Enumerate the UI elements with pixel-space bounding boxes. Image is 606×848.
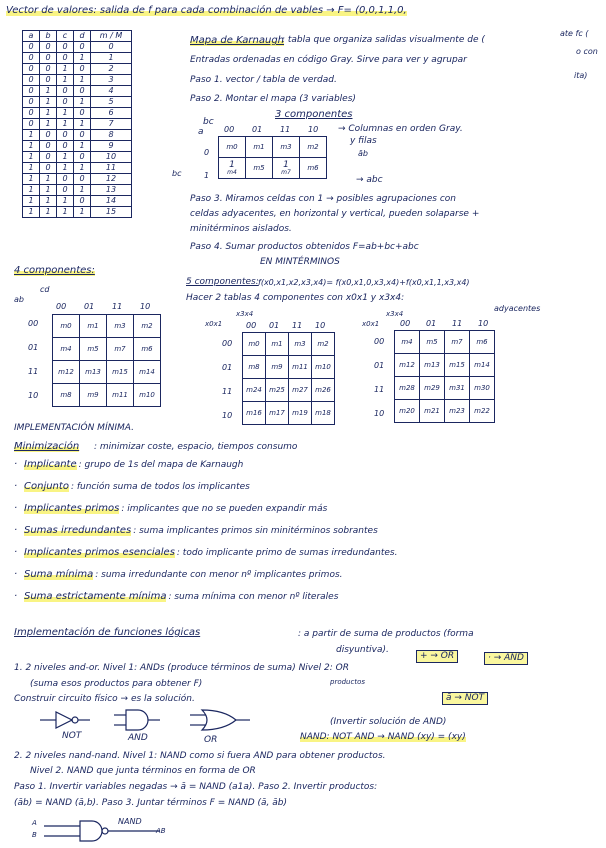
k4-cell: m1 [80, 315, 107, 338]
nivel1-line1: 1. 2 niveles and-or. Nivel 1: ANDs (produce términos de suma) Nivel 2: OR [14, 663, 349, 673]
logic-heading: Implementación de funciones lógicas [14, 627, 201, 638]
k5-right-cell: m13 [420, 354, 445, 377]
truth-header-cell: m / M [91, 31, 132, 42]
k4-row [53, 338, 161, 361]
k4-grid [52, 314, 161, 407]
truth-cell: 0 [23, 42, 40, 53]
truth-cell: 0 [40, 130, 57, 141]
k4-cell: m4 [53, 338, 80, 361]
kmap3-cell: m1 [246, 137, 273, 158]
nivel2-line2: Nivel 2. NAND que junta términos en forma de OR [30, 766, 256, 776]
k5-right-row [395, 400, 495, 423]
truth-cell: 0 [40, 42, 57, 53]
and-gate-icon [114, 710, 160, 730]
kmap3-cell [219, 158, 246, 179]
truth-cell: 1 [40, 97, 57, 108]
kmap3-one-mark: 1 [283, 159, 289, 170]
truth-cell: 0 [74, 196, 91, 207]
k5-right-row [395, 331, 495, 354]
kmap3-cell: m6 [300, 158, 327, 179]
k5-right-cell: m5 [420, 331, 445, 354]
logic-heading-rest: : a partir de suma de productos (forma [298, 629, 474, 639]
impl-term: Implicante [24, 459, 77, 470]
truth-cell: 8 [91, 130, 132, 141]
truth-cell: 0 [57, 53, 74, 64]
k4-cell: m3 [107, 315, 134, 338]
k4-row-header: 01 [28, 343, 39, 352]
k5-right-cell: m6 [470, 331, 495, 354]
truth-cell: 4 [91, 86, 132, 97]
truth-cell: 1 [57, 163, 74, 174]
truth-row [23, 53, 132, 64]
impl-term: Suma estrictamente mínima [24, 591, 167, 602]
k5-right-cell: m30 [470, 377, 495, 400]
bullet-icon: · [14, 481, 18, 492]
k4-col-header: 10 [140, 302, 151, 311]
truth-cell: 0 [40, 64, 57, 75]
k5-right-row [395, 354, 495, 377]
k4-cell: m15 [107, 361, 134, 384]
impl-term: Implicantes primos [24, 503, 120, 514]
kmap3-one-mark: 1 [229, 159, 235, 170]
k5-right-cell: m4 [395, 331, 420, 354]
truth-cell: 0 [23, 86, 40, 97]
k5-left-cell: m3 [289, 333, 312, 356]
truth-row [23, 174, 132, 185]
impl-text: : implicantes que no se pueden expandir más [121, 504, 328, 514]
not-box: ā → NOT [442, 692, 488, 705]
truth-cell: 1 [40, 185, 57, 196]
truth-row [23, 86, 132, 97]
k5-right-col-header: 11 [452, 319, 463, 328]
kmap3-row-1: 1 [204, 171, 210, 180]
kmap3-filas-note: y filas [350, 136, 377, 146]
k5-right-row [395, 377, 495, 400]
truth-cell: 1 [23, 196, 40, 207]
truth-cell: 1 [74, 185, 91, 196]
k4-row [53, 361, 161, 384]
truth-cell: 0 [74, 64, 91, 75]
k4-cell: m14 [134, 361, 161, 384]
k5-left-row-header: 01 [222, 363, 233, 372]
k5-left-x01: x0x1 [205, 320, 223, 328]
karnaugh-desc1: : tabla que organiza salidas visualmente de ( [282, 35, 485, 45]
k5-left-cell: m1 [266, 333, 289, 356]
impl-text: : todo implicante primo de sumas irredundantes. [176, 548, 398, 558]
truth-cell: 1 [23, 174, 40, 185]
k5-title: 5 componentes: [186, 277, 259, 287]
truth-row [23, 185, 132, 196]
k5-right-col-header: 10 [478, 319, 489, 328]
or-gate-icon [190, 710, 250, 730]
minimizacion-text: : minimizar coste, espacio, tiempos consumo [94, 442, 298, 452]
kmap3-bc-note: bc [172, 169, 182, 178]
k5-left-cell: m2 [312, 333, 335, 356]
k4-cell: m10 [134, 384, 161, 407]
truth-row [23, 152, 132, 163]
k5-left-x34: x3x4 [236, 310, 254, 318]
truth-cell: 0 [57, 130, 74, 141]
truth-cell: 1 [23, 130, 40, 141]
k5-right-cell: m22 [470, 400, 495, 423]
kmap3-row [219, 158, 327, 179]
componentes-3-label: 3 componentes [275, 109, 353, 120]
k5-left-cell: m26 [312, 379, 335, 402]
truth-row [23, 108, 132, 119]
truth-cell: 0 [91, 42, 132, 53]
impl-text: : suma implicantes primos sin minitérminos sobrantes [133, 526, 378, 536]
k5-left-col-header: 10 [315, 321, 326, 330]
k5-adyacentes: adyacentes [494, 304, 541, 313]
truth-row [23, 130, 132, 141]
k4-row [53, 384, 161, 407]
impl-text: : función suma de todos los implicantes [70, 482, 250, 492]
k4-cell: m5 [80, 338, 107, 361]
k5-left-col-header: 11 [292, 321, 303, 330]
truth-table [22, 30, 132, 218]
kmap3-col-header: 10 [308, 125, 319, 134]
truth-cell: 0 [40, 141, 57, 152]
k5-hacer: Hacer 2 tablas 4 componentes con x0x1 y x3x4: [186, 293, 405, 303]
kmap3-ab-note: āb [358, 149, 368, 158]
kmap3-cell: m2 [300, 137, 327, 158]
bullet-icon: · [14, 525, 18, 536]
impl-text: : suma irredundante con menor nº implicantes primos. [95, 570, 343, 580]
truth-row [23, 163, 132, 174]
truth-header-cell: b [40, 31, 57, 42]
truth-cell: 0 [57, 97, 74, 108]
truth-row [23, 97, 132, 108]
truth-cell: 1 [74, 163, 91, 174]
truth-cell: 1 [57, 196, 74, 207]
bullet-icon: · [14, 547, 18, 558]
k5-right-x34: x3x4 [386, 310, 404, 318]
truth-cell: 7 [91, 119, 132, 130]
k4-title: 4 componentes: [14, 265, 95, 276]
k4-col-header: 11 [112, 302, 123, 311]
bullet-icon: · [14, 591, 18, 602]
gate-not-label: NOT [62, 731, 82, 741]
truth-cell: 0 [74, 86, 91, 97]
kmap3-cell: m0 [219, 137, 246, 158]
or-box: + → OR [416, 650, 458, 663]
k5-left-cell: m0 [243, 333, 266, 356]
and-box: · → AND [484, 652, 528, 665]
truth-cell: 11 [91, 163, 132, 174]
k5-formula: f(x0,x1,x2,x3,x4)= f(x0,x1,0,x3,x4)+f(x0,x1,1,x3,x4) [258, 278, 470, 287]
k5-left-row [243, 333, 335, 356]
k4-row [53, 315, 161, 338]
truth-cell: 0 [23, 108, 40, 119]
truth-row [23, 196, 132, 207]
truth-cell: 1 [57, 207, 74, 218]
not-gate-icon [40, 712, 90, 728]
truth-cell: 1 [57, 119, 74, 130]
k5-right-cell: m14 [470, 354, 495, 377]
k4-cell: m9 [80, 384, 107, 407]
truth-cell: 2 [91, 64, 132, 75]
k4-col-header: 01 [84, 302, 95, 311]
gate-and-label: AND [128, 733, 148, 743]
k5-left-cell: m16 [243, 402, 266, 425]
truth-cell: 0 [74, 174, 91, 185]
truth-cell: 1 [57, 75, 74, 86]
kmap3-cell-label: m4 [227, 168, 237, 176]
logic-heading-rest2: disyuntiva). [336, 645, 389, 655]
truth-cell: 1 [40, 119, 57, 130]
truth-cell: 0 [23, 97, 40, 108]
truth-cell: 1 [74, 141, 91, 152]
k5-left-row [243, 356, 335, 379]
truth-cell: 0 [23, 75, 40, 86]
k4-row-header: 11 [28, 367, 39, 376]
truth-cell: 9 [91, 141, 132, 152]
impl-text: : suma mínima con menor nº literales [168, 592, 339, 602]
k5-left-row-header: 10 [222, 411, 233, 420]
k5-left-cell: m17 [266, 402, 289, 425]
k5-left-cell: m8 [243, 356, 266, 379]
karnaugh-desc2: Entradas ordenadas en código Gray. Sirve para ver y agrupar [190, 55, 467, 65]
kmap3-row-0: 0 [204, 148, 210, 157]
truth-cell: 10 [91, 152, 132, 163]
kmap3-abc-arrow: → abc [356, 175, 383, 185]
k5-right-cell: m29 [420, 377, 445, 400]
nand-output: AB [156, 827, 166, 835]
kmap3-grid [218, 136, 327, 179]
truth-cell: 1 [40, 174, 57, 185]
paso3-line2: celdas adyacentes, en horizontal y vertical, pueden solaparse + [190, 209, 480, 219]
truth-cell: 0 [40, 152, 57, 163]
k5-left-cell: m24 [243, 379, 266, 402]
k5-right-cell: m7 [445, 331, 470, 354]
k4-cd-label: cd [40, 285, 50, 294]
truth-row [23, 75, 132, 86]
k5-left-cell: m9 [266, 356, 289, 379]
truth-cell: 0 [40, 53, 57, 64]
nivel1-line2: (suma esos productos para obtener F) [30, 679, 203, 689]
k5-left-row-header: 00 [222, 339, 233, 348]
en-minterminos: EN MINTÉRMINOS [260, 257, 340, 267]
k5-right-row-header: 01 [374, 361, 385, 370]
paso3-line3: minitérminos aislados. [190, 224, 292, 234]
truth-cell: 1 [23, 185, 40, 196]
nand-label: NAND [118, 817, 142, 826]
k4-cell: m6 [134, 338, 161, 361]
nivel2-line4: (āb) = NAND (ā,b). Paso 3. Juntar términos F = NAND (ā, āb) [14, 798, 288, 808]
truth-cell: 1 [40, 86, 57, 97]
truth-row [23, 42, 132, 53]
k5-right-col-header: 00 [400, 319, 411, 328]
truth-cell: 14 [91, 196, 132, 207]
k4-row-header: 00 [28, 319, 39, 328]
margin-note-1: ate fc ( [560, 29, 589, 38]
k4-cell: m12 [53, 361, 80, 384]
invert-note-2: NAND: NOT AND → NAND (xy) = (xy) [300, 732, 466, 742]
k5-left-row [243, 402, 335, 425]
k4-cell: m2 [134, 315, 161, 338]
k5-left-cell: m27 [289, 379, 312, 402]
kmap3-cell-label: m7 [281, 168, 291, 176]
k4-col-header: 00 [56, 302, 67, 311]
kmap3-a-label: a [198, 127, 204, 137]
nand-input-b: B [32, 831, 37, 839]
impl-text: : grupo de 1s del mapa de Karnaugh [78, 460, 244, 470]
kmap3-row [219, 137, 327, 158]
truth-cell: 0 [23, 53, 40, 64]
truth-cell: 1 [40, 108, 57, 119]
truth-cell: 3 [91, 75, 132, 86]
paso2: Paso 2. Montar el mapa (3 variables) [190, 94, 356, 104]
truth-cell: 0 [23, 119, 40, 130]
kmap3-cell: m3 [273, 137, 300, 158]
nivel2-line1: 2. 2 niveles nand-nand. Nivel 1: NAND como si fuera AND para obtener productos. [14, 751, 386, 761]
truth-cell: 1 [40, 207, 57, 218]
truth-cell: 1 [57, 152, 74, 163]
k4-cell: m0 [53, 315, 80, 338]
k5-right-cell: m15 [445, 354, 470, 377]
k5-left-cell: m25 [266, 379, 289, 402]
karnaugh-title: Mapa de Karnaugh [190, 35, 285, 46]
truth-cell: 1 [91, 53, 132, 64]
nand-input-a: A [32, 819, 37, 827]
truth-cell: 1 [74, 97, 91, 108]
truth-cell: 6 [91, 108, 132, 119]
k5-left-row-header: 11 [222, 387, 233, 396]
truth-cell: 1 [74, 53, 91, 64]
truth-cell: 1 [23, 141, 40, 152]
k4-ab-label: ab [14, 295, 24, 304]
truth-cell: 1 [57, 64, 74, 75]
nivel1-line3: Construir circuito físico → es la solución. [14, 694, 195, 704]
k5-right-row-header: 00 [374, 337, 385, 346]
kmap3-cell [273, 158, 300, 179]
kmap3-cell: m5 [246, 158, 273, 179]
truth-header-cell: c [57, 31, 74, 42]
k5-left-cell: m18 [312, 402, 335, 425]
k5-left-cell: m11 [289, 356, 312, 379]
k5-right-row-header: 10 [374, 409, 385, 418]
kmap3-col-header: 01 [252, 125, 263, 134]
gate-or-label: OR [204, 735, 218, 745]
kmap3-col-header: 11 [280, 125, 291, 134]
minimizacion-label: Minimización [14, 441, 80, 452]
k5-right-cell: m20 [395, 400, 420, 423]
k5-left-col-header: 01 [269, 321, 280, 330]
truth-header-cell: d [74, 31, 91, 42]
kmap3-bc-label: bc [203, 117, 214, 127]
truth-row [23, 64, 132, 75]
k5-left-col-header: 00 [246, 321, 257, 330]
k5-right-row-header: 11 [374, 385, 385, 394]
impl-term: Sumas irredundantes [24, 525, 132, 536]
truth-cell: 13 [91, 185, 132, 196]
paso1: Paso 1. vector / tabla de verdad. [190, 75, 337, 85]
k5-left-cell: m10 [312, 356, 335, 379]
truth-row [23, 207, 132, 218]
truth-cell: 1 [74, 75, 91, 86]
truth-row [23, 141, 132, 152]
intro-line: Vector de valores: salida de f para cada combinación de vables → F= (0,0,1,1,0, [6, 5, 407, 16]
truth-cell: 0 [74, 42, 91, 53]
k5-left-grid [242, 332, 335, 425]
k5-right-col-header: 01 [426, 319, 437, 328]
truth-header-row [23, 31, 132, 42]
nand-gate-icon [44, 821, 160, 841]
truth-cell: 1 [23, 152, 40, 163]
impl-term: Suma mínima [24, 569, 94, 580]
k5-right-cell: m21 [420, 400, 445, 423]
truth-cell: 0 [40, 163, 57, 174]
truth-cell: 1 [57, 108, 74, 119]
bullet-icon: · [14, 569, 18, 580]
truth-cell: 1 [74, 207, 91, 218]
paso3-line1: Paso 3. Miramos celdas con 1 → posibles agrupaciones con [190, 194, 456, 204]
nivel2-line3: Paso 1. Invertir variables negadas → ā = NAND (a1a). Paso 2. Invertir productos: [14, 782, 378, 792]
k5-right-grid [394, 330, 495, 423]
k4-row-header: 10 [28, 391, 39, 400]
truth-cell: 12 [91, 174, 132, 185]
truth-cell: 15 [91, 207, 132, 218]
paso4: Paso 4. Sumar productos obtenidos F=ab+bc+abc [190, 242, 419, 252]
truth-cell: 0 [74, 108, 91, 119]
truth-cell: 0 [57, 42, 74, 53]
truth-cell: 0 [57, 86, 74, 97]
truth-cell: 0 [40, 75, 57, 86]
truth-cell: 0 [74, 152, 91, 163]
truth-header-cell: a [23, 31, 40, 42]
margin-note-2: o con [576, 47, 598, 56]
nand-diagram [30, 816, 190, 846]
k4-cell: m8 [53, 384, 80, 407]
truth-cell: 5 [91, 97, 132, 108]
truth-cell: 1 [23, 207, 40, 218]
impl-heading: IMPLEMENTACIÓN MÍNIMA. [14, 423, 134, 433]
bullet-icon: · [14, 459, 18, 470]
k5-left-row [243, 379, 335, 402]
impl-term: Implicantes primos esenciales [24, 547, 175, 558]
kmap3-col-header: 00 [224, 125, 235, 134]
k4-cell: m13 [80, 361, 107, 384]
truth-cell: 1 [40, 196, 57, 207]
truth-cell: 1 [23, 163, 40, 174]
truth-cell: 0 [74, 130, 91, 141]
k5-right-cell: m31 [445, 377, 470, 400]
k5-right-x01: x0x1 [362, 320, 380, 328]
invert-note-1: (Invertir solución de AND) [330, 717, 447, 727]
bullet-icon: · [14, 503, 18, 514]
truth-row [23, 119, 132, 130]
truth-cell: 0 [23, 64, 40, 75]
k4-cell: m11 [107, 384, 134, 407]
impl-term: Conjunto [24, 481, 69, 492]
kmap3-columns-note: → Columnas en orden Gray. [338, 124, 463, 134]
k5-right-cell: m12 [395, 354, 420, 377]
truth-cell: 0 [57, 174, 74, 185]
k5-right-cell: m28 [395, 377, 420, 400]
truth-cell: 1 [74, 119, 91, 130]
nivel1-productos: productos [330, 678, 366, 686]
truth-cell: 0 [57, 141, 74, 152]
k5-left-cell: m19 [289, 402, 312, 425]
k4-cell: m7 [107, 338, 134, 361]
truth-cell: 0 [57, 185, 74, 196]
margin-note-3: ita) [574, 71, 588, 80]
k5-right-cell: m23 [445, 400, 470, 423]
